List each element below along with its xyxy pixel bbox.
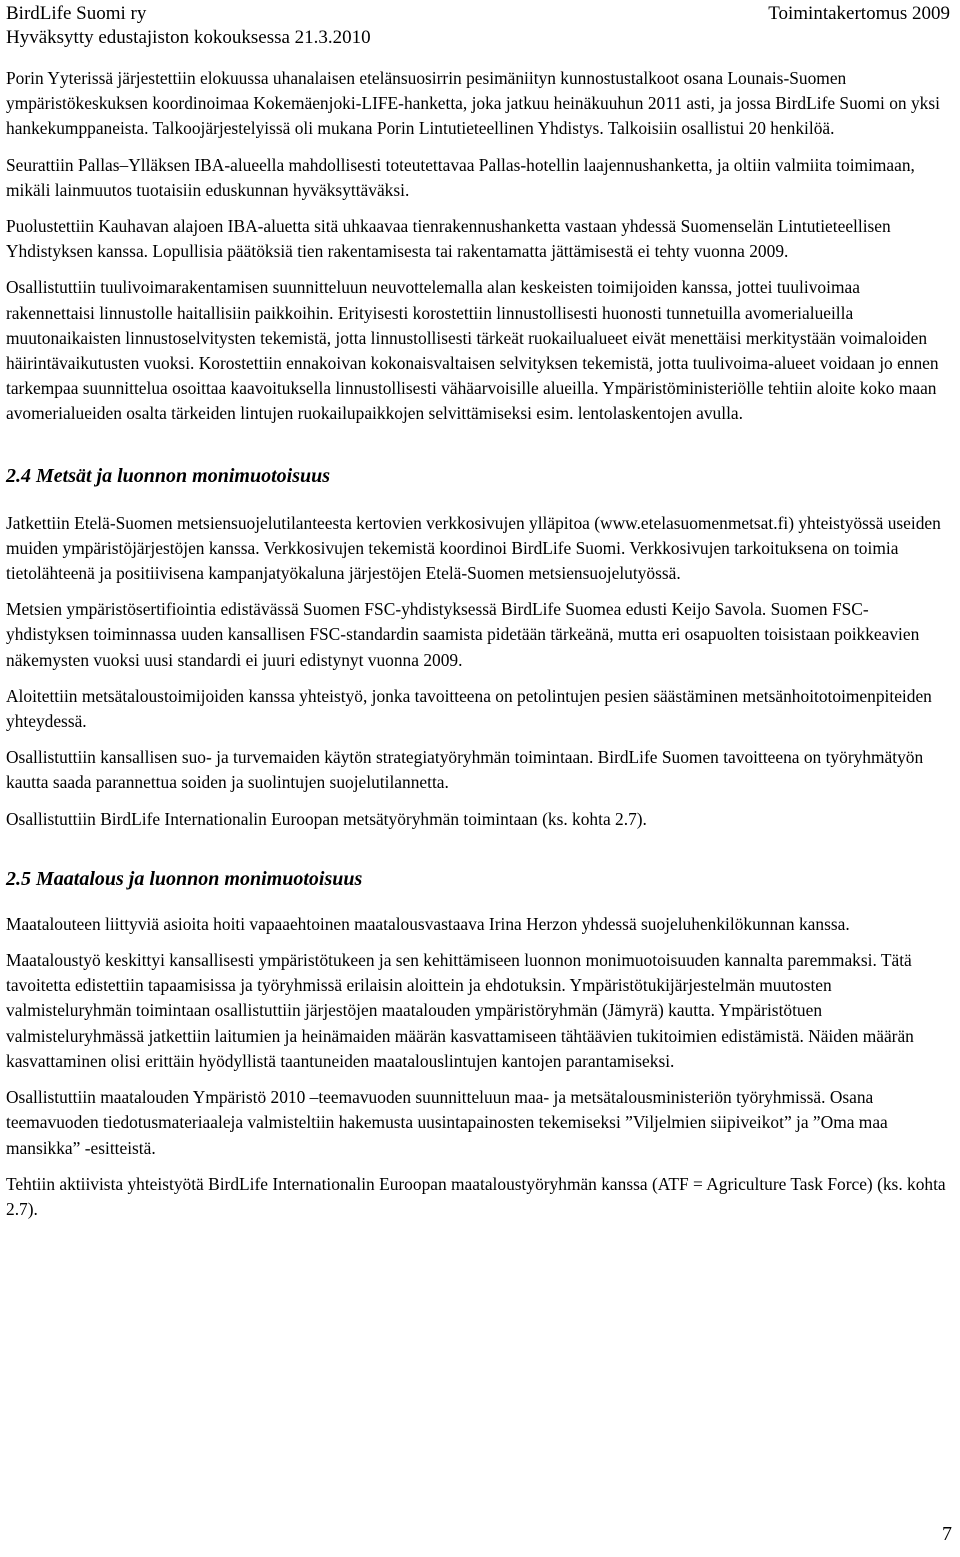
paragraph: Osallistuttiin BirdLife Internationalin Euroopan metsätyöryhmän toimintaan (ks. kohta 2.7). bbox=[6, 808, 647, 829]
header-top-row bbox=[6, 2, 950, 26]
paragraph: Porin Yyterissä järjestettiin elokuussa uhanalaisen etelänsuosirrin pesimäniityn kunnostustalkoot osana Lounais-Suomen ympäristökeskuksen koordinoimaa Kokemäenjoki-LIFE-hanketta, joka jatkuu heinäkuuhun 2011 asti, ja jossa BirdLife Suomi on yksi hankekumppaneista. Talkoojärjestelyissä oli mukana Porin Lintutieteellinen Yhdistys. Talkoisiin osallistui 20 henkilöä. bbox=[6, 68, 940, 139]
section-heading-forests: 2.4 Metsät ja luonnon monimuotoisuus bbox=[6, 464, 331, 487]
paragraph: Osallistuttiin kansallisen suo- ja turvemaiden käytön strategiatyöryhmän toimintaan. BirdLife Suomen tavoitteena on työryhmätyön kautta saada parannettua soiden ja suolintujen suojelutilannetta. bbox=[6, 747, 924, 793]
paragraph: Puolustettiin Kauhavan alajoen IBA-aluetta sitä uhkaavaa tienrakennushanketta vastaan yhdessä Suomenselän Lintutieteellisen Yhdistyksen kanssa. Lopullisia päätöksiä tien rakentamisesta tai rakentamatta jättämisestä ei tehty vuonna 2009. bbox=[6, 216, 891, 262]
paragraph: Osallistuttiin tuulivoimarakentamisen suunnitteluun neuvottelemalla alan keskeisten toimijoiden kanssa, jottei tuulivoimaa rakennettaisi linnustolle haitallisiin paikkoihin. Erityisesti korostettiin linnustollisesti huonosti tunnetuilla avomerialueilla muutonaikaisten linnustoselvitysten tekemistä, jotta linnustollisesti tärkeät ruokailualueet eivät menettäisi merkitystään voimaloiden häirintävaikutusten vuoksi. Korostettiin ennakoivan kokonaisvaltaisen selvityksen tekemistä, jotta tuulivoima-alueet voidaan jo ennen tarkempaa suunnittelua osoittaa kaavoituksella linnustollisesti vähäarvoisille alueilla. Ympäristöministeriölle tehtiin aloite koko maan avomerialueiden osalta tärkeiden lintujen ruokailupaikkojen selvittämiseksi esim. lentolaskentojen avulla. bbox=[6, 277, 939, 424]
organization-name: BirdLife Suomi ry bbox=[6, 3, 147, 24]
paragraph: Tehtiin aktiivista yhteistyötä BirdLife Internationalin Euroopan maataloustyöryhmän kanssa (ATF = Agriculture Task Force) (ks. kohta 2.7). bbox=[6, 1173, 946, 1219]
paragraph: Jatkettiin Etelä-Suomen metsiensuojelutilanteesta kertovien verkkosivujen ylläpitoa (www.etelasuomenmetsat.fi) yhteistyössä useiden muiden ympäristöjärjestöjen kanssa. Verkkosivujen tekemistä koordinoi BirdLife Suomi. Verkkosivujen tarkoituksena on toimia tietolähteenä ja positiivisena kampanjatyökaluna järjestöjen Etelä-Suomen metsiensuojelutyössä. bbox=[6, 512, 941, 584]
paragraph: Aloitettiin metsätaloustoimijoiden kanssa yhteistyö, jonka tavoitteena on petolintujen pesien säästäminen metsänhoitotoimenpiteiden yhteydessä. bbox=[6, 685, 932, 732]
header-second-row bbox=[6, 26, 950, 50]
section-heading-agriculture: 2.5 Maatalous ja luonnon monimuotoisuus bbox=[6, 867, 363, 890]
paragraph: Osallistuttiin maatalouden Ympäristö 2010 –teemavuoden suunnitteluun maa- ja metsätalousministeriön työryhmissä. Osana teemavuoden tiedotusmateriaaleja valmisteltiin hakemusta uusintapainosten tekemiseksi ”Viljelmien siipiveikot” ja ”Oma maa mansikka” -esitteistä. bbox=[6, 1087, 888, 1158]
page-header bbox=[6, 2, 950, 50]
approval-line: Hyväksytty edustajiston kokouksessa 21.3.2010 bbox=[6, 27, 371, 48]
paragraph: Maataloustyö keskittyi kansallisesti ympäristötukeen ja sen kehittämiseen luonnon monimuotoisuuden kannalta paremmaksi. Tätä tavoitetta edistettiin tapaamisissa ja työryhmissä erilaisin aloittein ja ehdotuksin. Ympäristötukijärjestelmän muutosten valmisteluryhmän toimintaan osallistuttiin järjestöjen maatalouden ympäristöryhmän (Jämyrä) kautta. Ympäristötuen valmisteluryhmässä jatkettiin laitumien ja heinämaiden määrän kasvattamiseen tähtäävien tukitoimien edistämistä. Näiden määrän kasvattaminen olisi erittäin hyödyllistä taantuneiden maatalouslintujen kantojen parantamiseksi. bbox=[6, 950, 914, 1071]
paragraph: Maatalouteen liittyviä asioita hoiti vapaaehtoinen maatalousvastaava Irina Herzon yhdessä suojeluhenkilökunnan kanssa. bbox=[6, 913, 850, 934]
page-number: 7 bbox=[942, 1523, 952, 1545]
paragraph: Seurattiin Pallas–Ylläksen IBA-alueella mahdollisesti toteutettavaa Pallas-hotellin laajennushanketta, ja oltiin valmiita toimimaan, mikäli lainmuutos tuotaisiin eduskunnan hyväksyttäväksi. bbox=[6, 154, 915, 200]
report-title: Toimintakertomus 2009 bbox=[768, 3, 950, 24]
document-body bbox=[6, 66, 950, 1233]
paragraph: Metsien ympäristösertifiointia edistävässä Suomen FSC-yhdistyksessä BirdLife Suomea edusti Keijo Savola. Suomen FSC-yhdistyksen toiminnassa uuden kansallisen FSC-standardin saamista pidetään tärkeänä, mutta eri osapuolten toisistaan poikkeavien näkemysten vuoksi uusi standardi ei juuri edistynyt vuonna 2009. bbox=[6, 599, 920, 670]
